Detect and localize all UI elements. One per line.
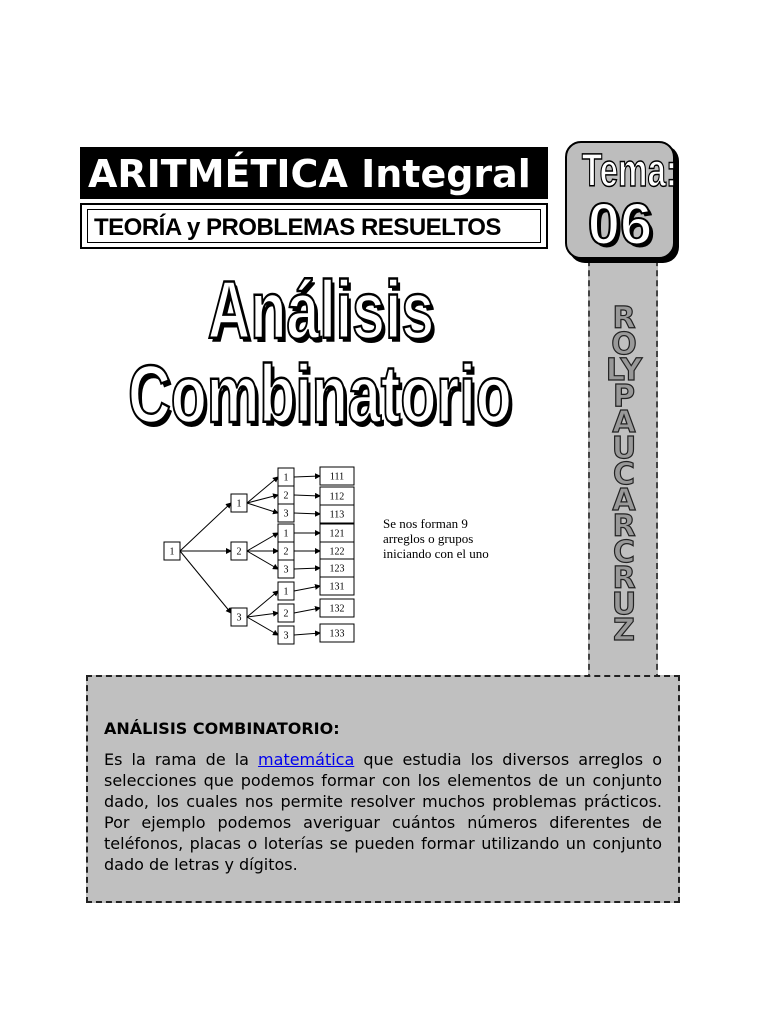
topic-badge: [565, 141, 675, 259]
tree-level3-node: [278, 604, 294, 622]
tree-result-node: [320, 599, 354, 617]
topic-number: 06: [587, 192, 653, 257]
matematica-link[interactable]: matemática: [258, 750, 355, 769]
main-title-line1: Análisis: [207, 265, 435, 356]
definition-box: [86, 675, 680, 903]
svg-text:1: 1: [236, 498, 242, 510]
svg-text:3: 3: [283, 564, 289, 576]
author-name: ROLY PAUCAR CRUZ: [605, 301, 643, 648]
tree-level3-node: [278, 626, 294, 644]
definition-heading: ANÁLISIS COMBINATORIO:: [104, 719, 340, 738]
tree-edge: [294, 586, 320, 591]
tree-level3-node: [278, 468, 294, 486]
svg-text:2: 2: [283, 546, 289, 558]
tree-edge: [294, 513, 320, 514]
tree-result-node: [320, 487, 354, 505]
tree-edge: [247, 551, 278, 569]
tree-level3-node: [278, 560, 294, 578]
svg-text:113: 113: [329, 509, 345, 521]
tree-root-node: [164, 542, 180, 560]
tree-result-node: [320, 559, 354, 577]
tree-level3-node: [278, 524, 294, 542]
subtitle-box: [80, 203, 548, 249]
tree-edge: [180, 551, 231, 613]
diagram-note: Se nos forman 9 arreglos o grupos iniciando con el uno: [383, 516, 489, 561]
tree-level3-node: [278, 486, 294, 504]
tree-level2-node: [231, 494, 247, 512]
svg-text:123: 123: [329, 563, 345, 575]
tree-edge: [247, 617, 278, 635]
tree-result-node: [320, 577, 354, 595]
tree-result-node: [320, 467, 354, 485]
tree-edge: [294, 608, 320, 613]
main-title-line2: Combinatorio: [128, 349, 512, 440]
tree-result-node: [320, 624, 354, 642]
tree-level2-node: [231, 542, 247, 560]
tree-result-node: [320, 542, 354, 560]
svg-text:1: 1: [283, 586, 289, 598]
definition-text: [104, 749, 662, 875]
svg-text:3: 3: [283, 630, 289, 642]
tree-level3-node: [278, 582, 294, 600]
svg-text:111: 111: [329, 471, 345, 483]
tree-edge: [294, 633, 320, 635]
tree-edge: [294, 495, 320, 496]
svg-text:122: 122: [329, 546, 345, 558]
tree-edge: [294, 568, 320, 569]
tree-result-node: [320, 524, 354, 542]
definition-text-before: Es la rama de la: [104, 750, 259, 769]
tree-level3-node: [278, 504, 294, 522]
svg-text:112: 112: [329, 491, 345, 503]
svg-text:1: 1: [283, 472, 289, 484]
tree-result-node: [320, 505, 354, 523]
tree-edge: [247, 503, 278, 513]
svg-text:2: 2: [283, 608, 289, 620]
svg-text:1: 1: [283, 528, 289, 540]
tree-level3-node: [278, 542, 294, 560]
svg-text:3: 3: [283, 508, 289, 520]
svg-text:2: 2: [283, 490, 289, 502]
topic-label: Tema:: [581, 144, 677, 196]
tree-edge: [294, 476, 320, 477]
definition-text-after: que estudia los diversos arreglos o selecciones que podemos formar con los elementos de un conjunto dado, los cuales nos permite resolver muchos problemas prácticos. Por ejemplo podemos averiguar cuántos números diferentes de teléfonos, placas o loterías se pueden formar utilizando un conjunto dado de letras y dígitos.: [104, 750, 662, 874]
tree-level2-node: [231, 608, 247, 626]
svg-text:132: 132: [329, 603, 345, 615]
svg-text:133: 133: [329, 628, 345, 640]
tree-edge: [247, 533, 278, 551]
svg-text:1: 1: [169, 546, 175, 558]
svg-text:3: 3: [236, 612, 242, 624]
svg-text:2: 2: [236, 546, 242, 558]
document-title: ARITMÉTICA Integral: [80, 147, 548, 199]
svg-text:121: 121: [329, 528, 345, 540]
svg-text:131: 131: [329, 581, 345, 593]
document-subtitle: TEORÍA y PROBLEMAS RESUELTOS: [87, 209, 541, 243]
tree-edge: [180, 503, 231, 551]
